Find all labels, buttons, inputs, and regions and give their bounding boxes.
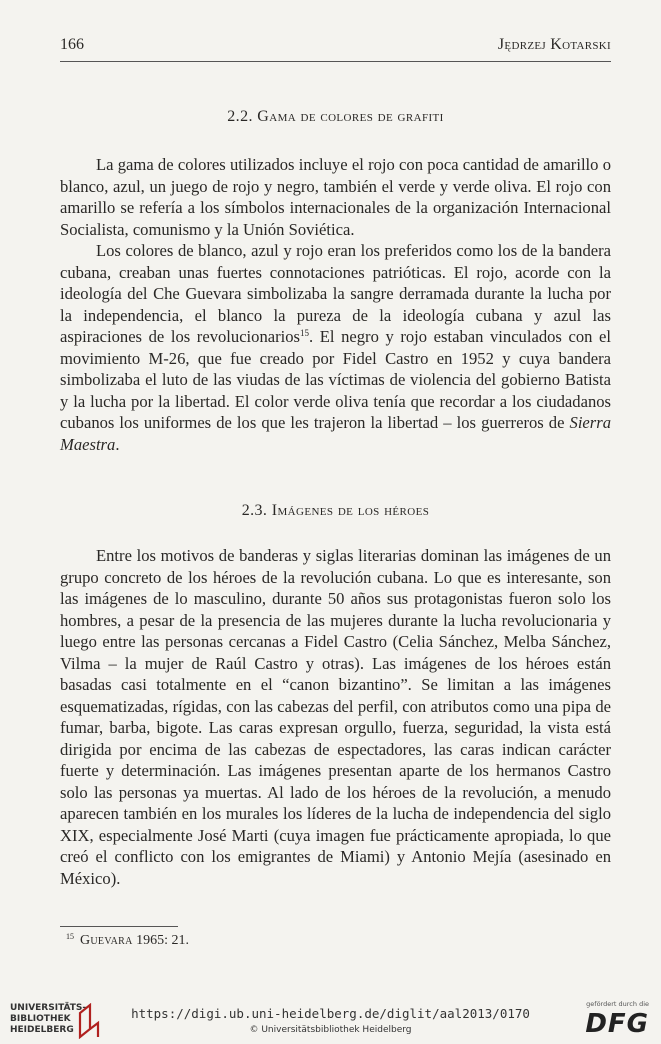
section-heading-2-2: 2.2. Gama de colores de grafiti [227, 108, 444, 125]
footnote-rule [60, 926, 178, 927]
footnote-number: 15 [66, 932, 74, 941]
paragraph [60, 240, 611, 455]
footnote-citation: 1965: 21. [136, 933, 189, 948]
running-head [60, 36, 611, 60]
section-2-3-body [60, 545, 611, 889]
digitization-footer [0, 994, 661, 1044]
italic-phrase: Sierra Maestra [60, 413, 611, 454]
page-number: 166 [60, 36, 84, 53]
dfg-logo-icon: DFG [585, 1009, 649, 1039]
paragraph: La gama de colores utilizados incluye el rojo con poca cantidad de amarillo o blanco, azul, un juego de rojo y negro, también el verde y verde oliva. El rojo con amarillo se refería a los símbolos internacionales de la organización Internacional Socialista, comunismo y la Unión Soviética. [60, 155, 611, 239]
header-rule [60, 61, 611, 62]
dfg-funding[interactable] [579, 1000, 649, 1038]
section-heading-2-3: 2.3. Imágenes de los héroes [241, 502, 430, 519]
paragraph: Entre los motivos de banderas y siglas literarias dominan las imágenes de un grupo concreto de los héroes de la revolución cubana. Lo que es interesante, son las imágenes de lo masculino, durante 50 años sus protagonistas fueron solo los hombres, a pesar de la presencia de las mujeres durante la lucha revolucionaria y luego entre las personas cercanas a Fidel Castro (Celia Sánchez, Melba Sánchez, Vilma – la mujer de Raúl Castro y otras). Las imágenes de los héroes están basadas casi totalmente en el “canon bizantino”. Se limitan a las imágenes esquematizadas, rígidas, con las cabezas del perfil, con atributos como una pipa de fumar, barba, bigote. Las caras expresan orgullo, fuerza, seguridad, la vista está dirigida por encima de las cabezas de espectadores, las caras indican carácter fuerte y determinación. Las imágenes presentan aparte de los hermanos Castro solo las personas ya muertas. Al lado de los héroes de la revolución, a menudo aparecen también en los murales los líderes de la lucha de independencia del siglo XIX, especialmente José Marti (cuya imagen fue prácticamente apropiada, lo que creó el conflicto con los emigrantes de Miami) y Antonio Mejía (asesinado en México). [60, 546, 611, 888]
funding-note: gefördert durch die [586, 1000, 649, 1008]
library-name-line: UNIVERSITÄTS- [10, 1003, 87, 1013]
running-head-author: Jędrzej Kotarski [497, 36, 611, 53]
footnote-reference[interactable]: 15 [300, 328, 310, 338]
library-name-line: HEIDELBERG [10, 1025, 74, 1035]
footnote [66, 932, 189, 949]
paragraph-text: . [115, 434, 120, 454]
footnote-author: Guevara [80, 933, 133, 948]
copyright-notice: © Universitätsbibliothek Heidelberg [249, 1025, 412, 1035]
paragraph-text: . El negro y rojo estaban vinculados con el movimiento M-26, que fue creado por Fidel Castro en 1952 y cuya bandera simbolizaba el luto de las viudas de las víctimas de violencia del gobierno Batista y la lucha por la libertad. El color verde oliva tenía que recordar a los ciudadanos cubanos los uniformes de los que les trajeron la libertad – los guerreros de [60, 327, 611, 432]
library-name-line: BIBLIOTHEK [10, 1014, 71, 1024]
section-2-2-body [60, 154, 611, 455]
permalink-url[interactable]: https://digi.ub.uni-heidelberg.de/diglit/aal2013/0170 [131, 1006, 530, 1021]
paragraph-text: Los colores de blanco, azul y rojo eran los preferidos como los de la bandera cubana, creaban unas fuertes connotaciones patrióticas. El rojo, acorde con la ideología del Che Guevara simbolizaba la sangre derramada durante la lucha por la independencia, el blanco la pureza de la ideología cubana y azul las aspiraciones de los revolucionarios [60, 241, 611, 346]
